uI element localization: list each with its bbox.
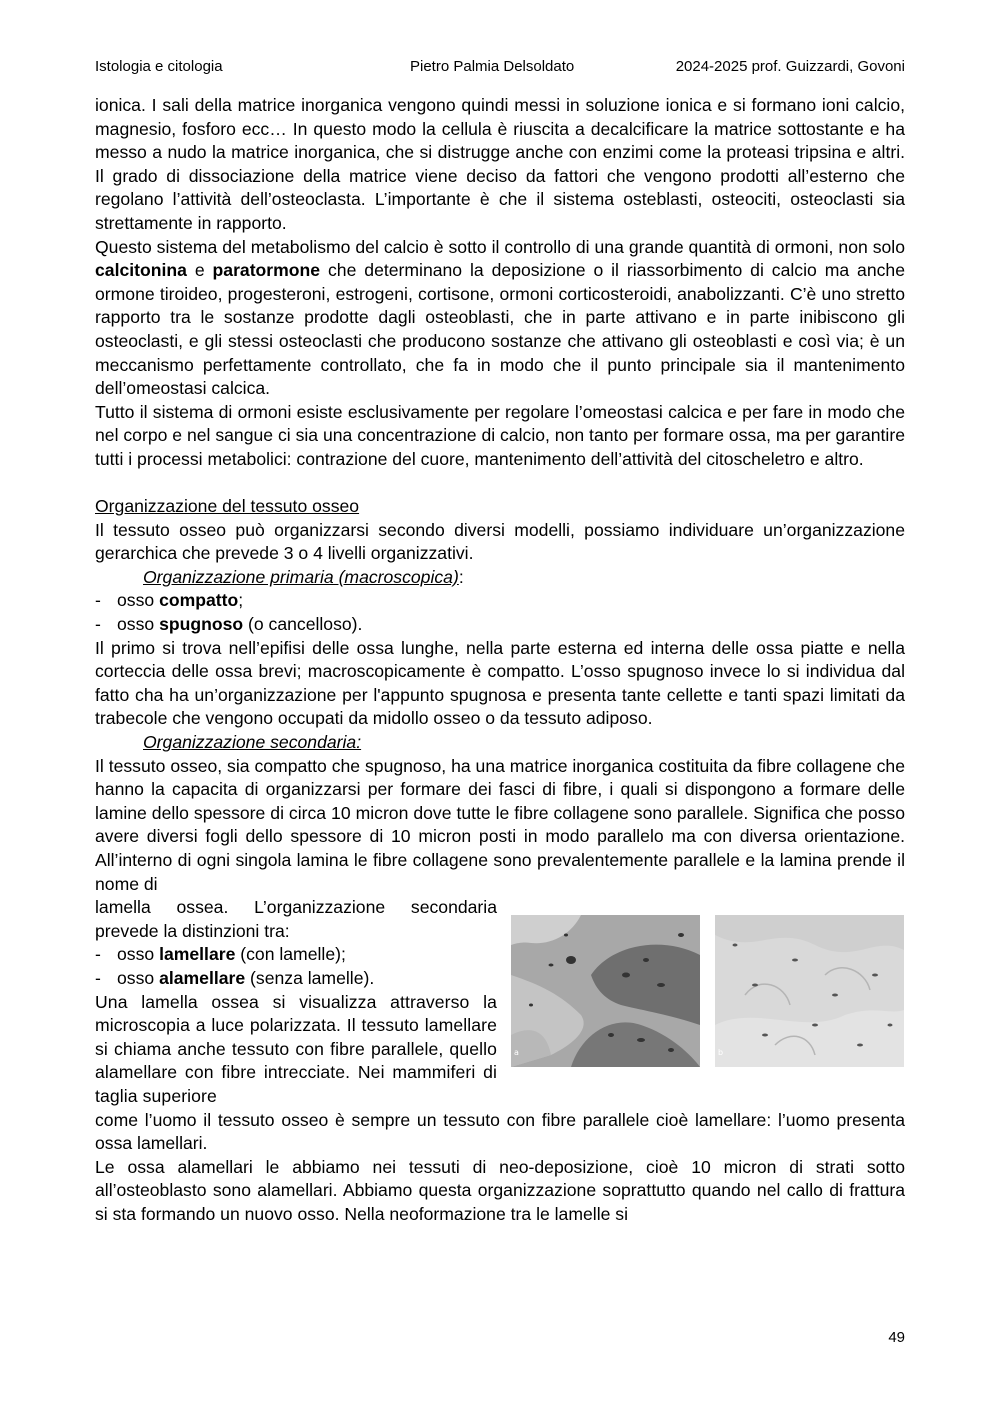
paragraph-osteoclast-decalcification: ionica. I sali della matrice inorganica vengono quindi messi in soluzione ionica e si formano ioni calcio, magnesio, fosforo ecc… In questo modo la cellula è riuscita a decalcificare la matrice sottostante e ha messo a nudo la matrice inorganica, che si distrugge anche con enzimi come la proteasi tripsina e altri. Il grado di dissociazione della matrice viene deciso da fattori che vengono prodotti all’esterno che regolano l’attività dell’osteoclasta. L’importante è che il sistema osteblasti, osteociti, osteoclasti sia strettamente in rapporto. bbox=[95, 95, 905, 233]
list-item-text bbox=[117, 943, 346, 967]
text-span: Questo sistema del metabolismo del calcio è sotto il controllo di una grande quantità di ormoni, non solo bbox=[95, 236, 905, 257]
text-with-figures bbox=[95, 896, 905, 1108]
text-span: (con lamelle); bbox=[235, 944, 346, 965]
section-title bbox=[95, 495, 905, 519]
text-span: (senza lamelle). bbox=[245, 967, 375, 988]
subheading-secondary-text: Organizzazione secondaria: bbox=[143, 732, 362, 753]
text-span: ; bbox=[238, 590, 244, 611]
micrograph-b-image bbox=[715, 915, 904, 1067]
term-spugnoso: spugnoso bbox=[159, 614, 244, 635]
page-header bbox=[95, 58, 905, 80]
micrograph-figures bbox=[497, 896, 905, 1108]
list-item-text bbox=[117, 613, 362, 637]
list-item bbox=[95, 967, 497, 991]
header-course: Istologia e citologia bbox=[95, 58, 223, 75]
header-author: Pietro Palmia Delsoldato bbox=[410, 58, 575, 75]
dash-bullet: - bbox=[95, 944, 101, 965]
text-span: osso bbox=[117, 614, 160, 635]
dash-bullet: - bbox=[95, 590, 101, 611]
list-item bbox=[95, 943, 497, 967]
page-number: 49 bbox=[888, 1329, 905, 1346]
text-span: osso bbox=[117, 967, 160, 988]
micrograph-a-drawing bbox=[511, 915, 700, 1067]
term-lamellare: lamellare bbox=[159, 944, 236, 965]
subheading-primary-text: Organizzazione primaria (macroscopica) bbox=[143, 566, 459, 587]
term-alamellare: alamellare bbox=[159, 967, 246, 988]
list-item bbox=[95, 589, 905, 613]
header-year-professors: 2024-2025 prof. Guizzardi, Govoni bbox=[675, 58, 905, 75]
paragraph-calcium-hormones bbox=[95, 236, 905, 401]
list-item bbox=[95, 613, 905, 637]
text-span: e bbox=[186, 260, 213, 281]
term-paratormone: paratormone bbox=[212, 260, 321, 281]
text-span: osso bbox=[117, 944, 160, 965]
subheading-colon: : bbox=[458, 566, 464, 587]
text-span: (o cancelloso). bbox=[243, 614, 363, 635]
spacer bbox=[95, 472, 905, 496]
dash-bullet: - bbox=[95, 614, 101, 635]
micrograph-a-image bbox=[511, 915, 700, 1067]
paragraph-hierarchical-organization: Il tessuto osseo può organizzarsi secondo diversi modelli, possiamo individuare un’organizzazione gerarchica che prevede 3 o 4 livelli organizzativi. bbox=[95, 519, 905, 564]
wrap-line: prevede la distinzioni tra: bbox=[95, 920, 290, 941]
list-item-text bbox=[117, 589, 243, 613]
term-calcitonina: calcitonina bbox=[95, 260, 187, 281]
text-span: osso bbox=[117, 590, 160, 611]
paragraph-calcium-homeostasis: Tutto il sistema di ormoni esiste esclusivamente per regolare l’omeostasi calcica e per fare in modo che nel corpo e nel sangue ci sia una concentrazione di calcio, non tanto per formare ossa, ma per garantire tutti i processi metabolici: contrazione del cuore, mantenimento dell’attività del citoscheletro e altro. bbox=[95, 401, 905, 469]
subheading-primary bbox=[95, 566, 905, 590]
page-body bbox=[95, 94, 905, 1227]
micrograph-a-label: a bbox=[514, 1047, 519, 1057]
paragraph-collagen-lamellae: Il tessuto osseo, sia compatto che spugnoso, ha una matrice inorganica costituita da fibre collagene che hanno la capacita di organizzarsi per formare dei fasci di fibre, i quali si dispongono a formare delle lamine dello spessore di circa 10 micron dove tutte le fibre collagene sono parallele. Significa che posso avere diversi fogli dello spessore di 10 micron posti in modo parallelo ma con diversa orientazione. All’interno di ogni singola lamina le fibre collagene sono prevalentemente parallele e la lamina prende il nome di bbox=[95, 755, 905, 894]
text-span: che determinano la deposizione o il riassorbimento di calcio ma anche ormone tiroideo, progesteroni, estrogeni, cortisone, ormoni corticosteroidi, anabolizzanti. C’è uno stretto rapporto tra le sostanze prodotte dagli osteoblasti, che in parte attivano e in parte inibiscono gli osteoclasti, e gli stessi osteoclasti che producono sostanze che attivano gli osteoblasti e così via; è un meccanismo perfettamente controllato, che fa in modo che il punto principale sia il mantenimento dell’omeostasi calcica. bbox=[95, 260, 905, 399]
wrap-line: lamella ossea. L’organizzazione secondaria bbox=[95, 897, 497, 918]
micrograph-b-label: b bbox=[718, 1047, 724, 1057]
dash-bullet: - bbox=[95, 967, 101, 988]
wrapped-text-column bbox=[95, 896, 497, 1108]
paragraph-human-lamellar: come l’uomo il tessuto osseo è sempre un tessuto con fibre parallele cioè lamellare: l’uomo presenta ossa lamellari. bbox=[95, 1109, 905, 1154]
paragraph-compact-spongy: Il primo si trova nell’epifisi delle ossa lunghe, nella parte esterna ed interna delle ossa piatte e nella corteccia delle ossa brevi; macroscopicamente è compatto. L’osso spugnoso invece lo si individua dal fatto cha ha un’organizzazione per l'appunto spugnosa e presenta tante cellette e tanti spazi limitati da trabecole che vengono occupati da midollo osseo o da tessuto adiposo. bbox=[95, 637, 905, 729]
section-title-text: Organizzazione del tessuto osseo bbox=[95, 496, 360, 517]
term-compatto: compatto bbox=[159, 590, 239, 611]
micrograph-b-drawing bbox=[715, 915, 904, 1067]
paragraph-alamellar-bones: Le ossa alamellari le abbiamo nei tessuti di neo-deposizione, cioè 10 micron di strati sotto all’osteoblasto sono alamellari. Abbiamo questa organizzazione soprattutto quando nel callo di frattura si sta formando un nuovo osso. Nella neoformazione tra le lamelle si bbox=[95, 1156, 905, 1224]
list-item-text bbox=[117, 967, 374, 991]
paragraph-polarized-light: Una lamella ossea si visualizza attraverso la microscopia a luce polarizzata. Il tessuto lamellare si chiama anche tessuto con fibre parallele, quello alamellare con fibre intrecciate. Nei mammiferi di taglia superiore bbox=[95, 991, 497, 1106]
subheading-secondary bbox=[95, 731, 905, 755]
